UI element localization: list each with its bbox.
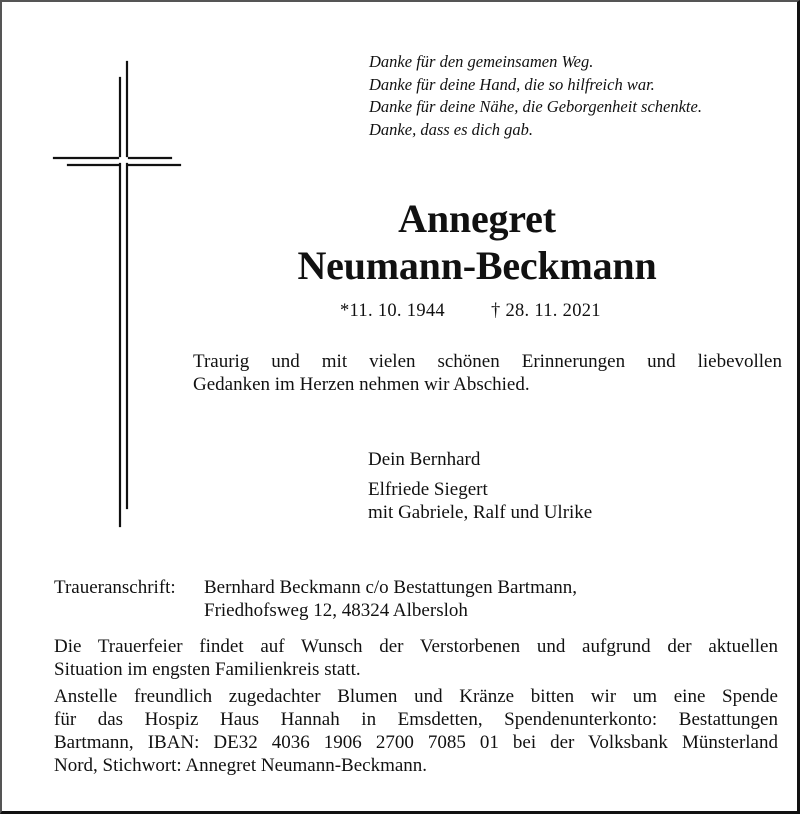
deceased-last-name: Neumann-Beckmann bbox=[297, 243, 657, 288]
donation-request bbox=[54, 685, 778, 777]
mourner: Elfriede Siegert bbox=[368, 479, 488, 500]
poem bbox=[369, 51, 702, 141]
funeral-ceremony-info bbox=[54, 635, 778, 681]
ceremony-line: Die Trauerfeier findet auf Wunsch der Verstorbenen und aufgrund der aktuellen bbox=[54, 636, 778, 657]
farewell-message bbox=[193, 350, 782, 396]
death-date: † 28. 11. 2021 bbox=[490, 301, 601, 321]
donation-line: Bartmann, IBAN: DE32 4036 1906 2700 7085 01 bei der Volksbank Münsterland bbox=[54, 732, 778, 753]
life-dates bbox=[340, 299, 601, 323]
poem-line: Danke für den gemeinsamen Weg. bbox=[369, 52, 594, 71]
mourner: mit Gabriele, Ralf und Ulrike bbox=[368, 502, 593, 523]
poem-line: Danke, dass es dich gab. bbox=[369, 119, 534, 139]
address-label: Traueranschrift: bbox=[54, 577, 176, 598]
mourners bbox=[368, 448, 592, 524]
address-line: Bernhard Beckmann c/o Bestattungen Bartmann, bbox=[204, 577, 578, 598]
donation-line: Nord, Stichwort: Annegret Neumann-Beckmann. bbox=[54, 755, 428, 776]
poem-line: Danke für deine Hand, die so hilfreich war. bbox=[369, 74, 655, 94]
address-line: Friedhofsweg 12, 48324 Albersloh bbox=[204, 600, 468, 621]
donation-line: Anstelle freundlich zugedachter Blumen und Kränze bitten wir um eine Spende bbox=[54, 686, 778, 707]
mourning-address bbox=[54, 576, 577, 622]
ceremony-line: Situation im engsten Familienkreis statt. bbox=[54, 659, 361, 680]
message-line: Traurig und mit vielen schönen Erinnerungen und liebevollen bbox=[193, 351, 782, 372]
mourner: Dein Bernhard bbox=[368, 449, 481, 470]
message-line: Gedanken im Herzen nehmen wir Abschied. bbox=[193, 374, 530, 395]
poem-line: Danke für deine Nähe, die Geborgenheit schenkte. bbox=[369, 97, 702, 116]
deceased-first-name: Annegret bbox=[398, 196, 556, 241]
donation-line: für das Hospiz Haus Hannah in Emsdetten, Spendenunterkonto: Bestattungen bbox=[54, 709, 778, 730]
cross-icon bbox=[52, 60, 182, 530]
birth-date: *11. 10. 1944 bbox=[340, 301, 445, 321]
